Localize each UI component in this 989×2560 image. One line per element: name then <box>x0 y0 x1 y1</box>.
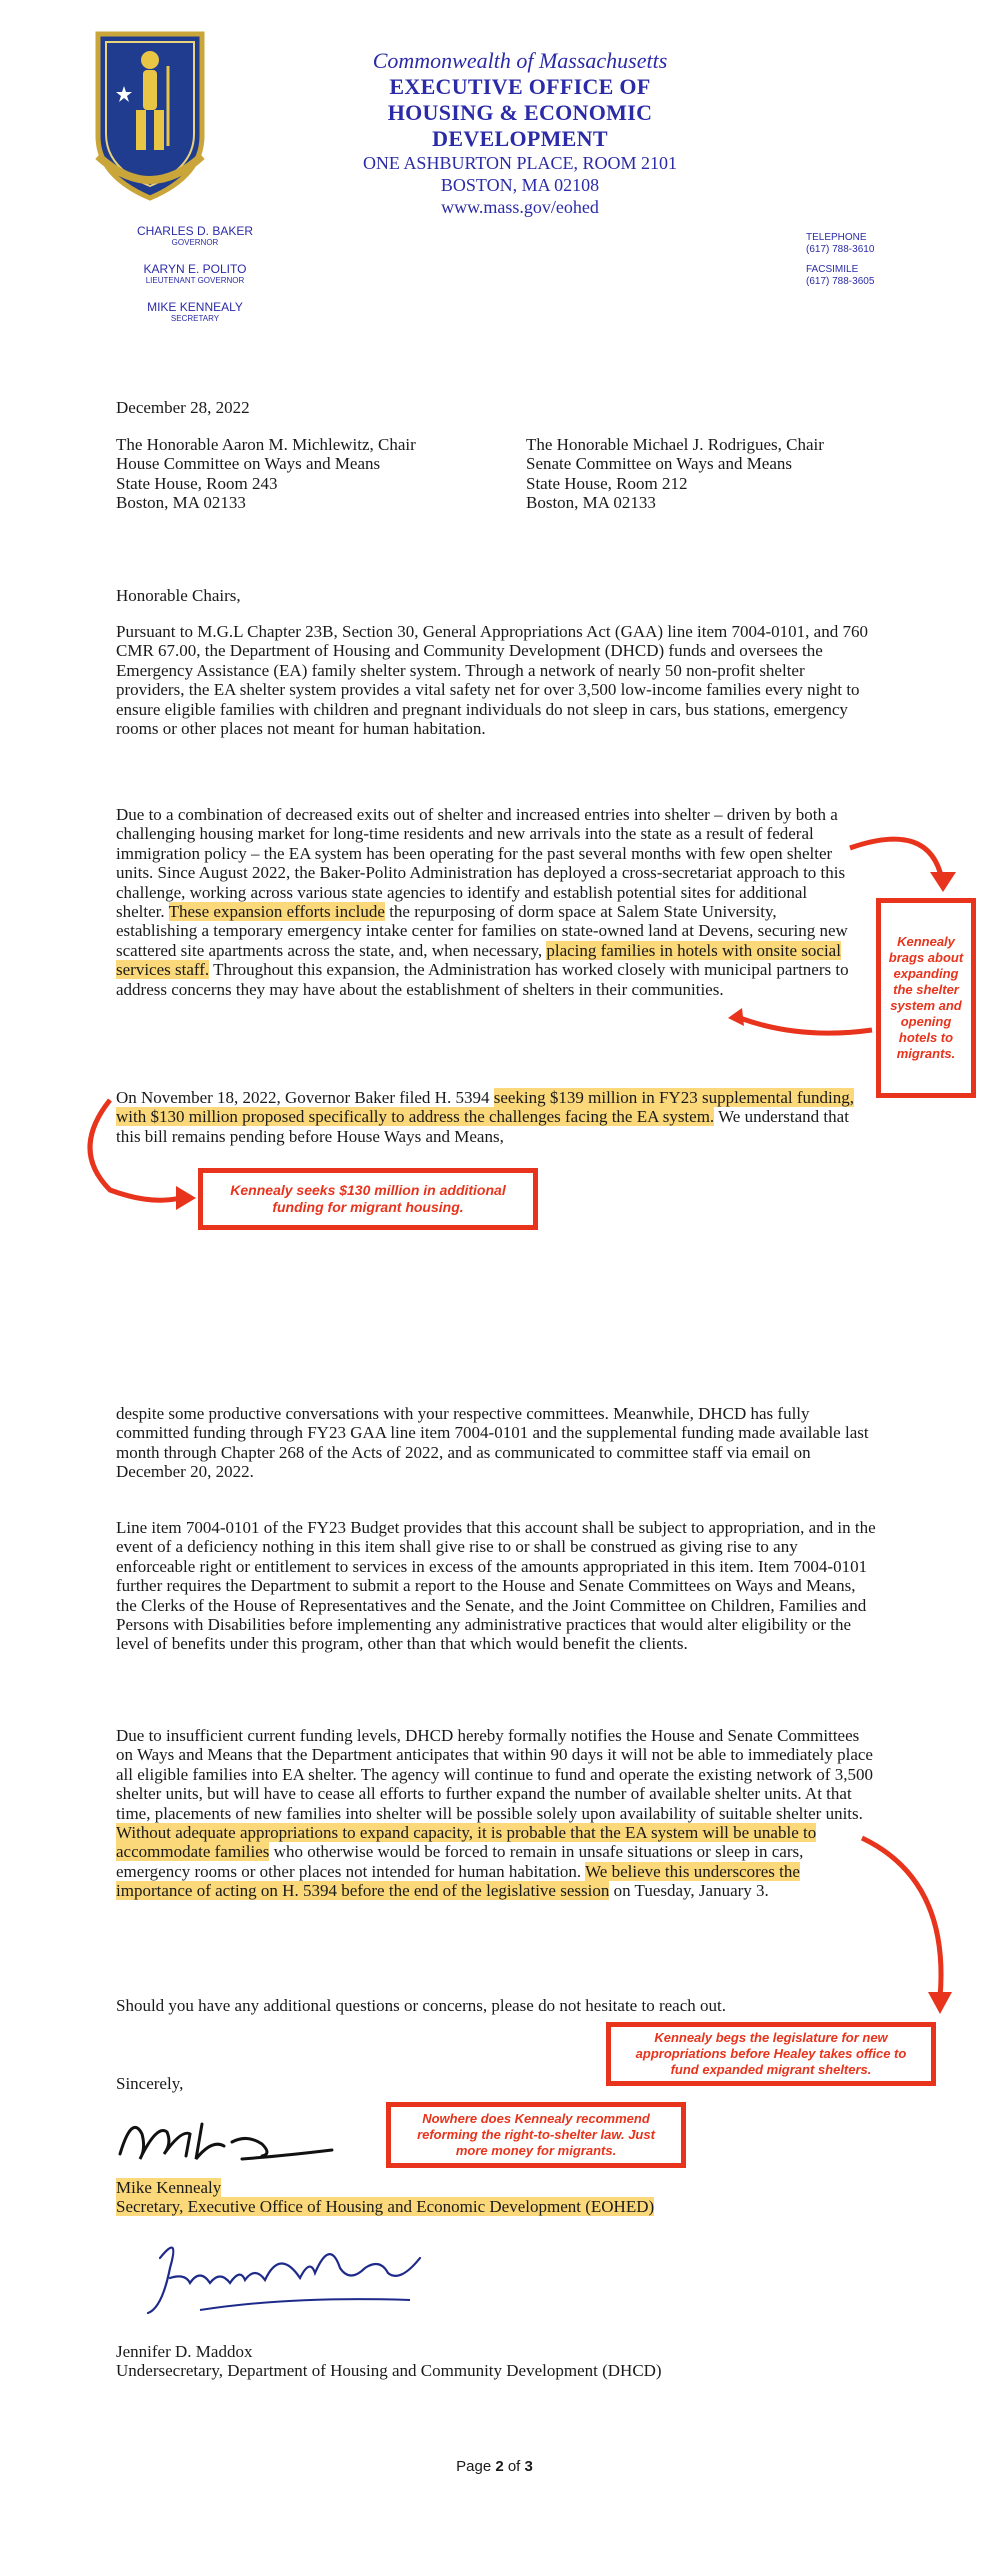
paragraph-4: despite some productive conversations with your respective committees. Meanwhile, DHCD has fully committed funding through FY23 GAA line item 7004-0101 and the supplemental funding made available last month through Chapter 268 of the Acts of 2022, and as communicated to committee staff via email on December 20, 2022. <box>116 1404 869 1482</box>
recipient-line: The Honorable Aaron M. Michlewitz, Chair <box>116 435 416 454</box>
annotation-box-funding <box>198 1168 538 1230</box>
official-name: CHARLES D. BAKER <box>136 224 254 238</box>
official-title: SECRETARY <box>170 314 220 323</box>
page-footer <box>0 2458 989 2475</box>
contact-info <box>806 232 874 288</box>
signer-2-title: Undersecretary, Department of Housing and Community Development (DHCD) <box>116 2361 662 2381</box>
address-line: ONE ASHBURTON PLACE, ROOM 2101 <box>362 153 678 173</box>
letter-date: December 28, 2022 <box>116 398 250 417</box>
fax-label: FACSIMILE <box>806 264 859 275</box>
arrow-head <box>728 1008 744 1026</box>
signer-1-name: Mike Kennealy <box>116 2178 222 2197</box>
official-title: LIEUTENANT GOVERNOR <box>145 276 245 285</box>
annotation-text: Kennealy seeks $130 million in additional funding for migrant housing. <box>230 1182 506 1215</box>
annotation-box-legislature <box>606 2022 936 2086</box>
commonwealth-line: Commonwealth of Massachusetts <box>372 48 668 73</box>
paragraph-6 <box>116 1726 876 1901</box>
highlighted-text: seeking $139 million in FY23 supplemental funding, with $130 million proposed specifically to address the challenges facing the EA system. <box>116 1088 854 1127</box>
official-name: MIKE KENNEALY <box>147 300 243 314</box>
arrow-hotels <box>740 1018 872 1033</box>
arrow-shelter-top <box>850 839 942 880</box>
signer-1-title: Secretary, Executive Office of Housing and Economic Development (EOHED) <box>116 2197 655 2217</box>
recipient-line: State House, Room 212 <box>526 473 688 493</box>
website-line: www.mass.gov/eohed <box>441 197 599 217</box>
annotation-box-shelter-expansion <box>876 898 976 1098</box>
official-title: GOVERNOR <box>171 238 219 247</box>
recipient-left <box>116 435 416 513</box>
recipient-line: House Committee on Ways and Means <box>116 454 381 474</box>
arrow-head <box>176 1186 196 1210</box>
city-line: BOSTON, MA 02108 <box>440 175 600 195</box>
signer-2-name: Jennifer D. Maddox <box>116 2342 253 2361</box>
massachusetts-seal <box>88 26 212 202</box>
text-run: Due to a combination of decreased exits out of shelter and increased entries into shelter – driven by both a challenging housing market for long-time residents and new arrivals into the state as a result of federal immigration policy – the EA system has been operating for the past several months with few open shelter units. Since August 2022, the Baker-Polito Administration has deployed a cross-secretariat approach to this challenge, working across various state agencies to identify and establish potential sites for additional shelter. <box>116 805 846 922</box>
arrow-head <box>928 1992 952 2014</box>
office-line: EXECUTIVE OFFICE OF <box>389 74 651 99</box>
recipient-line: State House, Room 243 <box>116 473 278 493</box>
paragraph-1: Pursuant to M.G.L Chapter 23B, Section 30, General Appropriations Act (GAA) line item 7004-0101, and 760 CMR 67.00, the Department of Housing and Community Development (DHCD) funds and oversees the Emergency Assistance (EA) family shelter system. Through a network of nearly 50 non-profit shelter providers, the EA shelter system provides a vital safety net for over 3,500 low-income families every night to ensure eligible families with children and pregnant individuals do not sleep in cars, bus stations, emergency rooms or other places not meant for human habitation. <box>116 622 868 739</box>
footer-prefix: Page <box>456 2458 496 2475</box>
signer-1 <box>116 2178 654 2217</box>
signer-2 <box>116 2342 662 2381</box>
text-run: We understand that this bill remains pending before House Ways and Means, <box>116 1107 849 1146</box>
footer-of: of <box>503 2458 525 2475</box>
text-run: the repurposing of dorm space at Salem State University, establishing a temporary emergency intake center for families on state-owned land at Devens, securing new scattered site apartments across the state, and, when necessary, <box>116 902 848 960</box>
highlighted-text: placing families in hotels with onsite social services staff. <box>116 940 841 980</box>
recipient-line: The Honorable Michael J. Rodrigues, Chair <box>526 435 824 454</box>
paragraph-5: Line item 7004-0101 of the FY23 Budget provides that this account shall be subject to appropriation, and in the event of a deficiency nothing in this item shall give rise to or shall be construed as giving rise to any enforceable right or entitlement to services in excess of the amounts appropriated in this item. Item 7004-0101 further requires the Department to submit a report to the House and Senate Committees on Ways and Means, the Clerks of the House of Representatives and the Senate, and the Joint Committee on Children, Families and Persons with Disabilities before implementing any administrative practices that would alter eligibility or the level of benefits under this program, other than that which would benefit the clients. <box>116 1518 876 1654</box>
officials-list <box>110 224 280 338</box>
fax-number: (617) 788-3605 <box>806 276 875 287</box>
highlighted-text: These expansion efforts include <box>168 902 385 922</box>
annotation-text: Nowhere does Kennealy recommend reforming the right-to-shelter law. Just more money for migrants. <box>417 2111 655 2158</box>
recipient-line: Boston, MA 02133 <box>116 493 246 513</box>
annotation-text: Kennealy begs the legislature for new appropriations before Healey takes office to fund expanded migrant shelters. <box>635 2030 907 2077</box>
closing: Sincerely, <box>116 2074 184 2093</box>
telephone-number: (617) 788-3610 <box>806 244 875 255</box>
official-name: KARYN E. POLITO <box>143 262 247 276</box>
text-run: Due to insufficient current funding levels, DHCD hereby formally notifies the House and Senate Committees on Ways and Means that the Department anticipates that within 90 days it will not be able to immediately place all eligible families into EA shelter. The agency will continue to fund and operate the existing network of 3,500 shelter units, but will have to cease all efforts to further expand the number of available shelter units. At that time, placements of new families into shelter will be possible solely upon availability of suitable shelter units. <box>116 1726 873 1823</box>
signature-kennealy <box>112 2104 342 2174</box>
department-line: HOUSING & ECONOMIC DEVELOPMENT <box>387 100 653 151</box>
recipient-line: Boston, MA 02133 <box>526 493 656 513</box>
telephone-label: TELEPHONE <box>806 232 867 243</box>
text-run: on Tuesday, January 3. <box>609 1881 769 1901</box>
salutation: Honorable Chairs, <box>116 586 241 605</box>
footer-page-number: 2 <box>495 2458 504 2475</box>
footer-page-total: 3 <box>524 2458 533 2475</box>
recipient-right <box>526 435 824 513</box>
paragraph-3 <box>116 1088 858 1146</box>
letterhead <box>300 48 740 218</box>
highlighted-text: We believe this underscores the importance of acting on H. 5394 before the end of the legislative session <box>116 1861 800 1901</box>
paragraph-7: Should you have any additional questions or concerns, please do not hesitate to reach out. <box>116 1996 726 2015</box>
arrow-head <box>930 872 956 892</box>
annotation-box-reform <box>386 2102 686 2168</box>
text-run: who otherwise would be forced to remain in unsafe situations or sleep in cars, emergency rooms or other places not intended for human habitation. <box>116 1842 804 1881</box>
signature-maddox <box>140 2228 430 2328</box>
text-run: Throughout this expansion, the Administration has worked closely with municipal partners to address concerns they may have about the establishment of shelters in their communities. <box>116 960 849 999</box>
annotation-text: Kennealy brags about expanding the shelter system and opening hotels to migrants. <box>888 934 964 1061</box>
highlighted-text: Without adequate appropriations to expand capacity, it is probable that the EA system will be unable to accommodate families <box>116 1823 817 1862</box>
text-run: On November 18, 2022, Governor Baker filed H. 5394 <box>116 1088 494 1107</box>
paragraph-2 <box>116 805 858 999</box>
recipient-line: Senate Committee on Ways and Means <box>526 454 793 474</box>
